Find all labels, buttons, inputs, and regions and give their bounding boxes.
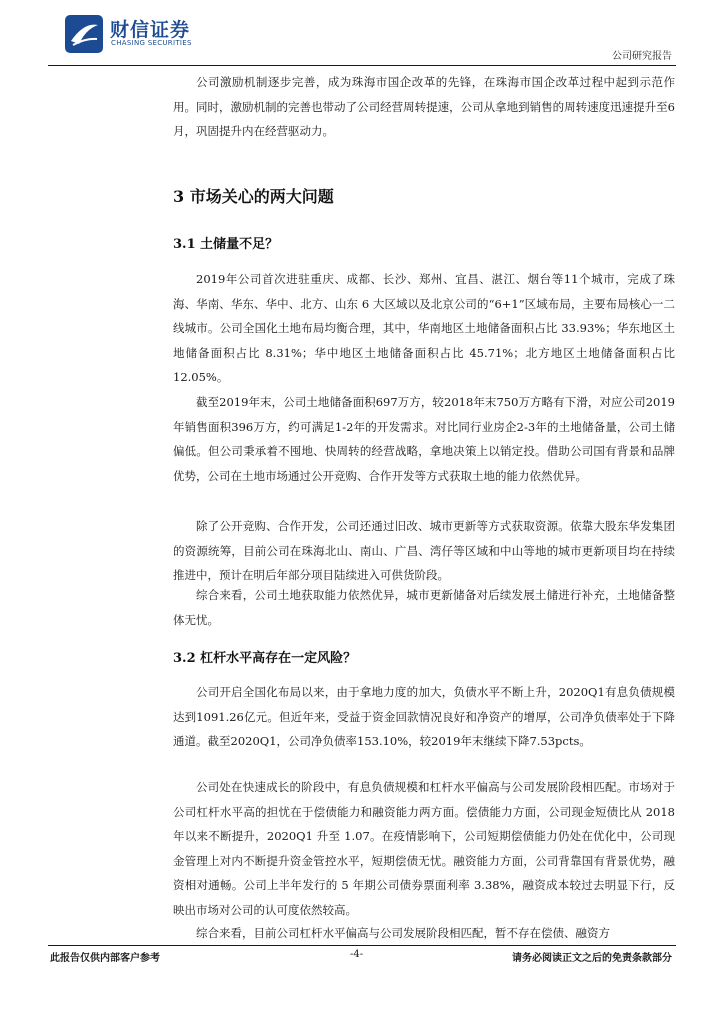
paragraph-solvency: 公司处在快速成长的阶段中，有息负债规模和杠杆水平偏高与公司发展阶段相匹配。市场对于公司杠杆水平高的担忧在于偿债能力和融资能力两方面。偿债能力方面，公司现金短债比从 2018 年以来不断提升，2020Q1 升至 1.07。在疫情影响下，公司短期偿债能力仍处在优化中，公司现金管理上对内不断提升资金管控水平，短期偿债无忧。融资能力方面，公司背靠国有背景优势，融资相对通畅。公司上半年发行的 5 年期公司债券票面利率 3.38%，融资成本较过去明显下行，反映出市场对公司的认可度依然较高。	[173, 780, 675, 917]
paragraph-incentive: 公司激励机制逐步完善，成为珠海市国企改革的先锋，在珠海市国企改革过程中起到示范作用。同时，激励机制的完善也带动了公司经营周转提速，公司从拿地到销售的周转速度迅速提升至6月，巩固提升内在经营驱动力。	[173, 75, 675, 138]
paragraph-land-reserve: 截至2019年末，公司土地储备面积697万方，较2018年末750万方略有下滑，对应公司2019年销售面积396万方，约可满足1-2年的开发需求。对比同行业房企2-3年的土地储备量，公司土储偏低。但公司秉承着不囤地、快周转的经营战略，拿地决策上以销定投。借助公司国有背景和品牌优势，公司在土地市场通过公开竞购、合作开发等方式获取土地的能力依然优异。	[173, 395, 675, 483]
subsection-heading-land: 3.1 土储量不足？	[173, 237, 279, 252]
paragraph-land-layout: 2019年公司首次进驻重庆、成都、长沙、郑州、宜昌、湛江、烟台等11个城市，完成了珠海、华南、华东、华中、北方、山东 6 大区域以及北京公司的“6+1”区域布局，主要布局核心一二线城市。公司全国化土地布局均衡合理，其中，华南地区土地储备面积占比 33.93%；华东地区土地储备面积占比 8.31%；华中地区土地储备面积占比 45.71%；北方地区土地储备面积占比 12.05%。	[173, 272, 675, 384]
footer-divider	[48, 945, 676, 946]
subsection-heading-leverage: 3.2 杠杆水平高存在一定风险？	[173, 651, 357, 666]
paragraph-land-summary: 综合来看，公司土地获取能力依然优异，城市更新储备对后续发展土储进行补充，土地储备整体无忧。	[173, 588, 675, 627]
page-number: -4-	[350, 949, 364, 960]
logo-english: CHASING SECURITIES	[111, 39, 192, 47]
footer-disclaimer: 此报告仅供内部客户参考	[50, 953, 160, 964]
paragraph-debt-level: 公司开启全国化布局以来，由于拿地力度的加大，负债水平不断上升，2020Q1有息负债规模达到1091.26亿元。但近年来，受益于资金回款情况良好和净资产的增厚，公司净负债率处于下降通道。截至2020Q1，公司净负债率153.10%，较2019年末继续下降7.53pcts。	[173, 685, 675, 748]
report-type: 公司研究报告	[612, 51, 672, 62]
section-heading: 3 市场关心的两大问题	[173, 187, 334, 206]
paragraph-urban-renewal: 除了公开竞购、合作开发，公司还通过旧改、城市更新等方式获取资源。依靠大股东华发集团的资源统筹，目前公司在珠海北山、南山、广昌、湾仔等区域和中山等地的城市更新项目均在持续推进中，预计在明后年部分项目陆续进入可供货阶段。	[173, 519, 675, 582]
logo-name: 财信证券	[110, 19, 191, 41]
paragraph-leverage-summary: 综合来看，目前公司杠杆水平偏高与公司发展阶段相匹配，暂不存在偿债、融资方	[196, 926, 610, 940]
footer-notice: 请务必阅读正文之后的免责条款部分	[512, 953, 672, 964]
